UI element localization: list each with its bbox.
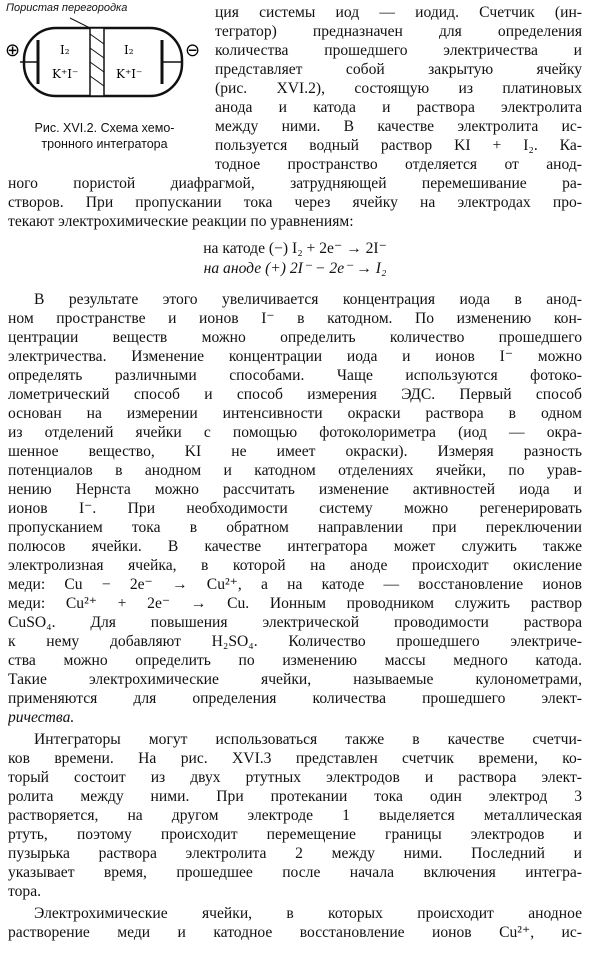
text-line: нению Нернста можно рассчитать изменение активностей иода и bbox=[8, 481, 582, 498]
right-ki-label: K⁺I⁻ bbox=[116, 67, 143, 81]
text-line: Такие электрохимические ячейки, называемые кулонометрами, bbox=[8, 671, 582, 688]
text-line: ионов I⁻. При необходимости систему можно регенерировать bbox=[8, 500, 582, 517]
text-line: Электрохимические ячейки, в которых происходит анодное bbox=[34, 905, 582, 922]
porous-diaphragm bbox=[90, 28, 104, 96]
text-line: к нему добавляют H₂SO₄. Количество прошедшего электриче- bbox=[8, 633, 582, 650]
text-line: ция системы иод — иодид. Счетчик (ин- bbox=[215, 4, 582, 21]
text-line: количества прошедшего электричества и bbox=[215, 42, 582, 59]
text-line: полюсов ячейки. В качестве интегратора может служить также bbox=[8, 538, 582, 555]
left-ki-label: K⁺I⁻ bbox=[52, 67, 79, 81]
text-line: (рис. XVI.2), состоящую из платиновых bbox=[215, 80, 582, 97]
text-line: В результате этого увеличивается концентрация иода в анод- bbox=[34, 291, 582, 308]
plus-terminal-icon: ⊕ bbox=[5, 40, 21, 61]
text-line: применяются для определения количества прошедшего элект- bbox=[8, 690, 582, 707]
text-line: тора. bbox=[8, 883, 42, 900]
text-line: ного пористой диафрагмой, затрудняющей перемешивание ра- bbox=[8, 175, 582, 192]
text-line: указывает время, прошедшее после начала включения интегра- bbox=[8, 864, 582, 881]
text-line: ричества. bbox=[8, 709, 75, 726]
text-line: меди: Cu²⁺ + 2e⁻ → Cu. Ионным проводником служить раствор bbox=[8, 595, 582, 612]
text-line: CuSO₄. Для повышения электрической проводимости раствора bbox=[8, 614, 582, 631]
text-line: лометрический способ и способ измерения ЭДС. Первый способ bbox=[8, 386, 582, 403]
text-line: между ними. В качестве электролита ис- bbox=[215, 118, 582, 135]
text-line: Интеграторы могут использоваться также в качестве счетчи- bbox=[34, 731, 582, 748]
figure-top-label: Пористая перегородка bbox=[6, 2, 128, 14]
text-line: анода и катода и раствора электролита bbox=[215, 99, 582, 116]
text-line: ном пространстве и ионов I⁻ в катодном. По изменению кон- bbox=[8, 310, 582, 327]
text-line: тодное пространство отделяется от анод- bbox=[215, 156, 582, 173]
figure-chemotron-integrator bbox=[2, 2, 207, 172]
text-line: потенциалов в анодном и катодном отделениях ячейки, по урав- bbox=[8, 462, 582, 479]
text-line: электричества. Изменение концентрации иода и ионов I⁻ можно bbox=[8, 348, 582, 365]
text-line: пропусканием тока в обратном направлении при переключении bbox=[8, 519, 582, 536]
figure-caption bbox=[2, 120, 207, 152]
text-line: ков времени. На рис. XVI.3 представлен счетчик времени, ко- bbox=[8, 750, 582, 767]
figure-caption-line-1: Рис. XVI.2. Схема хемо- bbox=[34, 121, 175, 135]
text-line: ролита между ними. При протекании тока один электрод 3 bbox=[8, 788, 582, 805]
text-line: торый состоит из двух ртутных электродов и раствора элект- bbox=[8, 769, 582, 786]
text-line: ртуть, поэтому происходит перемещение границы электродов и bbox=[8, 826, 582, 843]
text-line: растворяется, на другом электроде 1 выделяется металлическая bbox=[8, 807, 582, 824]
pointer-line bbox=[70, 18, 90, 28]
figure-caption-line-2: тронного интегратора bbox=[41, 137, 168, 151]
text-line: пользуется водный раствор KI + I₂. Ка- bbox=[215, 137, 582, 154]
text-line: основан на измерении интенсивности окраски раствора в одном bbox=[8, 405, 582, 422]
right-i2-label: I₂ bbox=[124, 43, 134, 57]
text-line: определять различными способами. Чаще используются фотоко- bbox=[8, 367, 582, 384]
text-line: ства можно определить по изменению массы медного катода. bbox=[8, 652, 582, 669]
text-line: меди: Cu − 2e⁻ → Cu²⁺, а на катоде — восстановление ионов bbox=[8, 576, 582, 593]
text-line: электролизная ячейка, в которой на аноде происходит окисление bbox=[8, 557, 582, 574]
text-line: тегратор) предназначен для определения bbox=[215, 23, 582, 40]
text-line: текают электрохимические реакции по уравнениям: bbox=[8, 213, 354, 230]
cell-diagram bbox=[2, 14, 207, 114]
text-line: пузырька раствора электролита 2 между ними. Последний и bbox=[8, 845, 582, 862]
text-line: представляет собой закрытую ячейку bbox=[215, 61, 582, 78]
left-i2-label: I₂ bbox=[60, 43, 70, 57]
equation-anode: на аноде (+) 2I⁻ − 2e⁻ → I₂ bbox=[203, 260, 387, 277]
text-line: центрации веществ можно определить количество прошедшего bbox=[8, 329, 582, 346]
text-line: створов. При пропускании тока через ячейку на электродах про- bbox=[8, 194, 582, 211]
minus-terminal-icon: ⊖ bbox=[185, 40, 201, 61]
equation-cathode: на катоде (−) I₂ + 2e⁻ → 2I⁻ bbox=[203, 240, 387, 257]
text-line: из отделений ячейки с помощью фотоколориметра (иод — окра- bbox=[8, 424, 582, 441]
text-line: растворение меди и катодное восстановление ионов Cu²⁺, ис- bbox=[8, 924, 582, 941]
text-line: шенное вещество, KI не имеет окраски). Измеряя разность bbox=[8, 443, 582, 460]
